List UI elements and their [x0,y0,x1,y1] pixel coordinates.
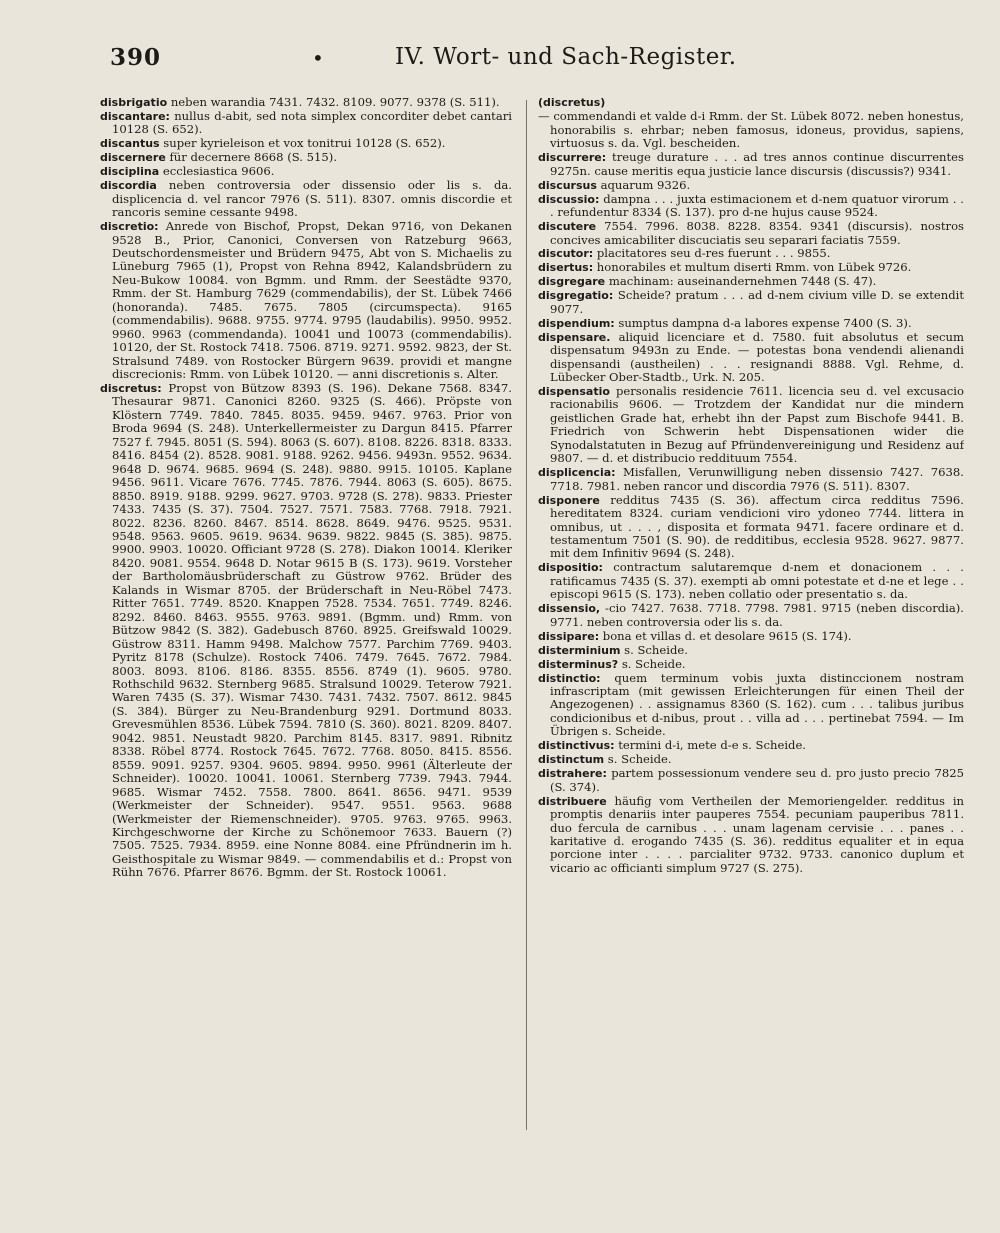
entry-headword: displicencia: [538,466,616,480]
entry-headword: discretus: [100,382,162,396]
entry-headword: discordia [100,179,157,193]
register-entry [538,220,964,247]
right-column [538,96,964,1186]
register-entry [538,151,964,178]
entry-text: 7554. 7996. 8038. 8228. 8354. 9341 (discursis). nostros concives amicabiliter discuciatis seu separari faciatis 7559. [550,219,964,247]
entry-headword: disterminus? [538,657,619,671]
entry-text: nullus d-abit, sed nota simplex concorditer debet cantari 10128 (S. 652). [112,108,512,137]
register-entry [100,151,512,164]
entry-headword: distrahere: [538,767,607,781]
entry-text: Scheide? pratum . . . ad d-nem civium ville D. se extendit 9077. [550,288,964,316]
entry-headword: dispendium: [538,316,615,330]
entry-text: Propst von Bützow 8393 (S. 196). Dekane 7568. 8347. Thesaurar 9871. Canonici 8260. 9325 (S. 466). Pröpste von Klöstern 7749. 7840. 7845. 8035. 9459. 9467. 9763. Prior von Broda 9694 (S. 248). Unterkellermeister zu Dargun 8415. Pfarrer 7527 f. 7945. 8051 (S. 594). 8063 (S. 607). 8108. 8226. 8318. 8333. 8416. 8454 (2). 8528. 9081. 9188. 9262. 9456. 9493n. 9552. 9634. 9648 D. 9674. 9685. 9694 (S. 248). 9880. 9915. 10105. Kaplane 9456. 9611. Vicare 7676. 7745. 7876. 7944. 8063 (S. 605). 8675. 8850. 8919. 9188. 9299. 9627. 9703. 9728 (S. 278). 9833. Priester 7433. 7435 (S. 37). 7504. 7527. 7571. 7583. 7768. 7918. 7921. 8022. 8236. 8260. 8467. 8514. 8628. 8649. 9476. 9525. 9531. 9548. 9563. 9605. 9619. 9634. 9639. 9822. 9845 (S. 385). 9875. 9900. 9903. 10020. Officiant 9728 (S. 278). Diakon 10014. Kleriker 8420. 9081. 9554. 9648 D. Notar 9615 B (S. 173). 9619. Vorsteher der Bartholomäusbrüderschaft zu Güstrow 9762. Brüder des Kalands in Wismar 8705. der Brüderschaft in Neu-Röbel 7473. Ritter 7651. 7749. 8520. Knappen 7528. 7534. 7651. 7749. 8246. 8292. 8460. 8463. 9555. 9763. 9891. (Bgmm. und) Rmm. von Bützow 9842 (S. 382). Gadebusch 8760. 8925. Greifswald 10029. Güstrow 8311. Hamm 9498. Malchow 7577. Parchim 7769. 9403. Pyritz 8178 (Schulze). Rostock 7406. 7479. 7645. 7672. 7984. 8003. 8093. 8106. 8186. 8355. 8556. 8749 (1). 9605. 9780. Rothschild 9632. Sternberg 9685. Stralsund 10029. Teterow 7921. Waren 7435 (S. 37). Wismar 7430. 7431. 7432. 7507. 8612. 9845 (S. 384). Bürger zu Neu-Brandenburg 9291. Dortmund 8033. Grevesmühlen 8536. Lübek 7594. 7810 (S. 360). 8021. 8209. 8407. 9042. 9851. Neustadt 9820. Parchim 8145. 8317. 9891. Ribnitz 8338. Röbel 8774. Rostock 7645. 7672. 7768. 8050. 8415. 8556. 8559. 9091. 9257. 9304. 9605. 9894. 9950. 9961 (Älterleute der Schneider). 10020. 10041. 10061. Sternberg 7739. 7943. 7944. 9685. Wismar 7452. 7558. 7800. 8641. 8656. 9471. 9539 (Werkmeister der Schneider). 9547. 9551. 9563. 9688 (Werkmeister der Riemenschneider). 9705. 9763. 9765. 9963. Kirchgeschworne der Kirche zu Schönemoor 7633. Bauern (?) 7505. 7525. 7934. 8959. eine Nonne 8084. eine Pfründnerin im h. Geisthospitale zu Wismar 9849. — commendabilis et d.: Propst von Rühn 7676. Pfarrer 8676. Bgmm. der St. Rostock 10061. [112,381,512,880]
entry-text: Misfallen, Verunwilligung neben dissensio 7427. 7638. 7718. 7981. neben rancor und discordia 7976 (S. 511). 8307. [550,465,964,493]
entry-headword: distinctivus: [538,739,615,753]
entry-text: s. Scheide. [604,752,672,767]
register-entry [538,179,964,192]
right-column-entries [538,110,964,875]
entry-text: contractum salutaremque d-nem et donacionem . . . ratificamus 7435 (S. 37). exempti ab omni potestate et d-ne et lege . . episcopi 9615 (S. 173). neben collatio oder presentatio s. da. [550,560,964,602]
register-entry [538,753,964,766]
entry-headword: discantus [100,137,160,151]
entry-text: honorabiles et multum diserti Rmm. von Lübek 9726. [593,260,912,275]
register-entry [538,247,964,260]
register-entry [538,275,964,288]
register-entry [538,644,964,657]
entry-text: machinam: auseinandernehmen 7448 (S. 47). [605,274,877,289]
entry-text: treuge durature . . . ad tres annos continue discurrentes 9275n. cause meritis equa justicie lance discursis (discussis?) 9341. [550,150,964,178]
register-entry [538,494,964,561]
entry-text: Anrede von Bischof, Propst, Dekan 9716, von Dekanen 9528 B., Prior, Canonici, Conversen von Ratzeburg 9663, Deutschordensmeister und Brüdern 9475, Abt von S. Michaelis zu Lüneburg 7965 (1), Propst von Rehna 8942, Kalandsbrüdern zu Neu-Bukow 10084. von Bgmm. und Rmm. der Seestädte 9370, Rmm. der St. Hamburg 7629 (commendabilis), der St. Lübek 7466 (honoranda). 7485. 7675. 7805 (circumspecta). 9165 (commendabilis). 9688. 9755. 9774. 9795 (laudabilis). 9950. 9952. 9960. 9963 (commendanda). 10041 und 10073 (commendabilis). 10120, der St. Rostock 7418. 7506. 8719. 9271. 9592. 9823, der St. Stralsund 7489. von Rostocker Bürgern 9639. providi et mangne discrecionis: Rmm. von Lübek 10120. — anni discretionis s. Alter. [112,219,512,382]
entry-text: redditus 7435 (S. 36). affectum circa redditus 7596. hereditatem 8324. curiam vendicioni viro ydoneo 7744. littera in omnibus, ut . . . , disposita et formata 9471. facere ordinare et d. testamentum 7501 (S. 90). de redditibus, ecclesia 9528. 9627. 9877. mit dem Infinitiv 9694 (S. 248). [550,492,964,561]
entry-headword: distinctum [538,753,605,767]
register-entry [538,767,964,794]
entry-headword: discretio: [100,220,159,234]
entry-text: -cio 7427. 7638. 7718. 7798. 7981. 9715 (neben discordia). 9771. neben controversia oder lis s. da. [550,601,964,629]
entry-text: personalis residencie 7611. licencia seu d. vel excusacio racionabilis 9606. — Trotzdem der Kandidat nur die mindern geistlichen Grade hat, erhebt ihn der Papst zum Bischofe 9441. B. Friedrich von Schwerin hebt Dispensationen wider die Synodalstatuten in Bezug auf Pfründenvereinigung und Residenz auf 9807. — d. et distribucio reddituum 7554. [550,384,964,466]
entry-text: s. Scheide. [620,642,688,657]
register-entry [538,317,964,330]
entry-headword: disciplina [100,165,160,179]
entry-headword: distribuere [538,794,607,808]
entry-headword: discurrere: [538,151,607,165]
entry-headword: dispensatio [538,385,610,399]
entry-headword: distinctio: [538,671,601,685]
register-entry [100,179,512,219]
register-entry [538,385,964,466]
entry-text: bona et villas d. et desolare 9615 (S. 174). [599,628,852,643]
entry-text: für decernere 8668 (S. 515). [165,150,337,165]
column-divider [526,100,527,1130]
left-column [100,96,512,1186]
entry-text: super kyrieleison et vox tonitrui 10128 (S. 652). [159,136,446,151]
entry-headword: dispensare. [538,330,611,344]
entry-text: häufig vom Vertheilen der Memoriengelder. redditus in promptis denariis inter pauperes 7554. pecuniam pauperibus 7811. duo fercula de carnibus . . . unam lagenam cervisie . . . panes . . karitative d. erogando 7435 (S. 36). redditus equaliter et in equa porcione inter . . . . parcialiter 9732. 9733. canonico duplum et vicario ac officianti simplum 9727 (S. 275). [550,793,964,875]
register-entry [538,602,964,629]
entry-text: dampna . . . juxta estimacionem et d-nem quatuor virorum . . . refundentur 8334 (S. 137). pro d-ne hujus cause 9524. [550,191,964,220]
entry-text: — commendandi et valde d-i Rmm. der St. Lübek 8072. neben honestus, honorabilis s. ehrbar; neben famosus, idoneus, providus, sapiens, virtuosus s. da. Vgl. bescheiden. [538,109,964,151]
register-entry [100,137,512,150]
register-entry [538,466,964,493]
entry-headword: discutere [538,220,597,234]
entry-headword: disgregare [538,275,606,289]
entry-headword: discernere [100,151,166,165]
register-entry [100,220,512,381]
entry-text: ecclesiastica 9606. [159,164,275,179]
register-entry [538,261,964,274]
entry-text: aquarum 9326. [596,177,691,192]
entry-text: aliquid licenciare et d. 7580. fuit absolutus et secum dispensatum 9493n zu Ende. — potestas bona vendendi alienandi dispensandi (austheilen) . . . resignandi 8888. Vgl. Rehme, d. Lübecker Ober-Stadtb., Urk. N. 205. [550,329,964,385]
entry-headword: discussio: [538,192,600,206]
register-entry [100,96,512,109]
page-title: IV. Wort- und Sach-Register. [395,44,737,70]
entry-text: termini d-i, mete d-e s. Scheide. [614,738,806,753]
register-entry [538,795,964,876]
register-entry [538,289,964,316]
register-entry [538,630,964,643]
entry-headword: disgregatio: [538,289,614,303]
entry-text: neben warandia 7431. 7432. 8109. 9077. 9378 (S. 511). [167,96,500,109]
register-entry [100,110,512,137]
register-entry [538,672,964,739]
entry-headword: disertus: [538,261,594,275]
register-entry [100,165,512,178]
entry-headword: discantare: [100,109,170,123]
entry-headword: dispositio: [538,561,603,575]
register-entry [538,331,964,385]
register-entry [538,739,964,752]
register-entry [538,658,964,671]
entry-headword: discursus [538,178,597,192]
entry-headword: dissensio, [538,602,601,616]
entry-text: neben controversia oder dissensio oder lis s. da. displicencia d. vel rancor 7976 (S. 511). 8307. omnis discordie et rancoris semine cessante 9498. [112,178,512,220]
entry-headword: discutor: [538,247,594,261]
register-entry [538,193,964,220]
register-entry [538,110,964,150]
entry-headword: disterminium [538,643,621,657]
entry-text: s. Scheide. [618,656,686,671]
header-dot: • [312,46,324,70]
entry-text: quem terminum vobis juxta distinccionem nostram infrascriptam (mit gewissen Erleichterungen für einen Theil der Angezogenen) . . assignamus 8360 (S. 162). cum . . . talibus juribus condicionibus et d-nibus, prout . . villa ad . . . pertinebat 7594. — Im Übrigen s. Scheide. [550,670,964,739]
page-number: 390 [110,44,162,71]
continued-headword: (discretus) [538,96,606,109]
entry-text: partem possessionum vendere seu d. pro justo precio 7825 (S. 374). [550,766,964,794]
register-entry [538,561,964,601]
entry-headword: disponere [538,493,600,507]
register-entry [100,382,512,880]
entry-text: sumptus dampna d-a labores expense 7400 (S. 3). [614,315,912,330]
page-header [110,44,970,84]
entry-headword: dissipare: [538,629,600,643]
entry-text: placitatores seu d-res fuerunt . . . 9855. [593,246,831,261]
entry-headword: disbrigatio [100,96,168,109]
